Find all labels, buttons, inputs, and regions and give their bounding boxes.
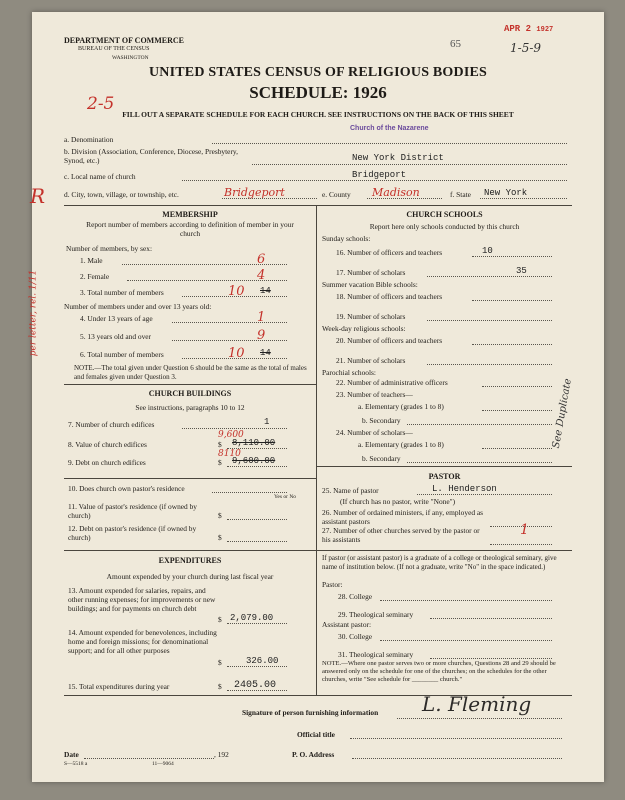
form-code: S—5518 a [64, 761, 88, 767]
edifices-count-label: 7. Number of church edifices [68, 420, 155, 429]
sunday-schools-label: Sunday schools: [322, 234, 371, 243]
edifices-value-hand: 9,600 [218, 430, 244, 440]
q17-value: 35 [516, 266, 527, 276]
assistant-seminary-label: 31. Theological seminary [338, 650, 414, 659]
county-label: e. County [322, 190, 351, 199]
q24-secondary-label: b. Secondary [362, 454, 401, 463]
church-name-value: Bridgeport [352, 170, 407, 180]
total6-typed: 14 [260, 348, 271, 358]
q19-label: 19. Number of scholars [336, 312, 406, 321]
edifices-debt-label: 9. Debt on church edifices [68, 458, 146, 467]
bureau-city: WASHINGTON [112, 55, 149, 61]
q17-label: 17. Number of scholars [336, 268, 406, 277]
pastor-name-label: 25. Name of pastor [322, 486, 379, 495]
expenditures-sub: Amount expended by your church during last fiscal year [106, 572, 274, 581]
state-label: f. State [450, 190, 471, 199]
q23-label: 23. Number of teachers— [336, 390, 413, 399]
form-number: 65 [450, 38, 461, 50]
total3-hand: 10 [228, 284, 245, 299]
q20-label: 20. Number of officers and teachers [336, 336, 443, 345]
membership-sub: Report number of members according to definition of member in your church [86, 220, 294, 238]
edifices-count-value: 1 [264, 417, 270, 427]
instructions-line: FILL OUT A SEPARATE SCHEDULE FOR EACH CHURCH. SEE INSTRUCTIONS ON THE BACK OF THIS SHEET [122, 110, 514, 119]
q23-secondary-label: b. Secondary [362, 416, 401, 425]
pastor-sublabel: Pastor: [322, 580, 343, 589]
running-expenses-label: 13. Amount expended for salaries, repairs, and other running expenses; for improvements or new buildings; and for payments on church debt [68, 586, 216, 613]
denomination-label: a. Denomination [64, 135, 114, 144]
expenditures-heading: EXPENDITURES [158, 556, 222, 565]
under13-value: 1 [257, 310, 266, 325]
buildings-heading: CHURCH BUILDINGS [148, 389, 232, 398]
po-address-label: P. O. Address [292, 750, 335, 759]
vacation-schools-label: Summer vacation Bible schools: [322, 280, 418, 289]
total3-label: 3. Total number of members [80, 288, 164, 297]
schedule-title: SCHEDULE: 1926 [249, 83, 387, 102]
print-code: 11—9064 [152, 761, 174, 767]
church-name-label: c. Local name of church [64, 172, 136, 181]
weekday-schools-label: Week-day religious schools: [322, 324, 406, 333]
city-value: Bridgeport [224, 186, 285, 199]
pastor-note: NOTE.—Where one pastor serves two or more churches, Questions 28 and 29 should be answered only on the schedule for one of the churches; on the schedules for the other churches, write "See schedule for ________ church." [322, 660, 556, 683]
city-label: d. City, town, village, or township, etc. [64, 190, 179, 199]
assistant-sublabel: Assistant pastor: [322, 620, 372, 629]
pastor-college-label: 28. College [338, 592, 373, 601]
received-date-stamp: APR 2 1927 [504, 24, 554, 34]
q16-label: 16. Number of officers and teachers [336, 248, 443, 257]
q16-value: 10 [482, 246, 493, 256]
benevolences-value: 326.00 [246, 656, 279, 666]
q23-elementary-label: a. Elementary (grades 1 to 8) [358, 402, 444, 411]
membership-note: NOTE.—The total given under Question 6 should be the same as the total of males and females given under Question 3. [74, 364, 307, 381]
total6-hand: 10 [228, 346, 245, 361]
male-label: 1. Male [80, 256, 103, 265]
margin-r-mark: R [30, 184, 46, 208]
graduate-note: If pastor (or assistant pastor) is a graduate of a college or theological seminary, give name of institution below. (If not a graduate, write "No" in the space indicated.) [322, 554, 557, 571]
q18-label: 18. Number of officers and teachers [336, 292, 443, 301]
benevolences-label: 14. Amount expended for benevolences, including home and foreign missions; for denominational support; and for all other purposes [68, 628, 217, 655]
edifices-value-label: 8. Value of church edifices [68, 440, 147, 449]
handwritten-code: 1-5-9 [510, 41, 542, 55]
red-code-mark: 2-5 [87, 94, 115, 114]
pastor-none-note: (If church has no pastor, write "None") [340, 497, 456, 506]
department-name: DEPARTMENT OF COMMERCE [64, 36, 185, 45]
q22-label: 22. Number of administrative officers [336, 378, 448, 387]
membership-margin-note: per letter, rel. 1/11 [28, 269, 39, 357]
owns-residence-label: 10. Does church own pastor's residence [68, 484, 185, 493]
division-value: New York District [352, 153, 444, 163]
division-label: b. Division (Association, Conference, Diocese, Presbytery, Synod, etc.) [64, 147, 238, 165]
other-churches-label: 27. Number of other churches served by the pastor or his assistants [322, 526, 480, 544]
pastor-heading: PASTOR [428, 472, 461, 481]
county-value: Madison [372, 186, 420, 199]
census-schedule-sheet: DEPARTMENT OF COMMERCE BUREAU OF THE CENSUS WASHINGTON 65 APR 2 1927 1-5-9 UNITED STATES CENSUS OF RELIGIOUS BODIES SCHEDULE: 1926 2-5 FILL OUT A SEPARATE SCHEDULE FOR EACH CHURCH. SEE INSTRUCTIONS ON THE BACK OF THIS SHEET Church of the Nazarene a. Denomination b. Division (Association, Conference, Diocese, Presbytery, Synod, etc.) New York District c. Local name of church Bridgeport R d. City, town, village, or township, etc. Bridgeport e. County Madison f. State New York MEMBERSHIP Report number of members according to definition of member in your church Number of members, by sex: 1. Male 6 2. Female 4 3. Total number of members 10 14 Number of members under and over 13 years old: 4. Under 13 years of age 1 5. 13 years old and over 9 6. Total number of members 10 14 NOTE.—The total given under Question 6 should be the same as the total of males and females given under Question 3. per letter, rel. 1/11 CHURCH BUILDINGS See instructions, paragraphs 10 to 12 7. Number of church edifices 1 9,600 8. Value of church edifices $ 8,110.00 8110 9. Debt on church edifices $ 9,600.00 10. Does church own pastor's residence Yes or No 11. Value of pastor's residence (if owned by church) $ 12. Debt on pastor's residence (if owned by church) $ EXPENDITURES Amount expended by your church during last fiscal year 13. Amount expended for salaries, repairs, and other running expenses; for improvements or new buildings; and for payments on church debt $ 2,079.00 14. Amount expended for benevolences, including home and foreign missions; for denominational support; and for all other purposes $ 326.00 15. Total expenditures during year $ 2405.00 CHURCH SCHOOLS Report here only schools conducted by this church Sunday schools: 16. Number of officers and teachers 10 17. Number of scholars 35 Summer vacation Bible schools: 18. Number of officers and teachers 19. Number of scholars Week-day religious schools: 20. Number of officers and teachers 21. Number of scholars Parochial schools: 22. Number of administrative officers 23. Number of teachers— a. Elementary (grades 1 to 8) b. Secondary 24. Number of scholars— a. Elementary (grades 1 to 8) b. Secondary See Duplicate PASTOR 25. Name of pastor L. Henderson (If church has no pastor, write "None") 26. Number of ordained ministers, if any, employed as assistant pastors 27. Number of other churches served by the pastor or his assistants 1 If pastor (or assistant pastor) is a graduate of a college or theological seminary, give name of institution below. (If not a graduate, write "No" in the space indicated.) Pastor: 28. College 29. Theological seminary Assistant pastor: 30. College 31. Theological seminary NOTE.—Where one pastor serves two or more churches, Questions 28 and 29 should be answered only on the schedule for one of the churches; on the schedules for the other churches, write "See schedule for ________ church." Signature of person furnishing information L. Fleming Official title Date , 192 P. O. Address S—5518 a 11—9064 [32, 12, 604, 782]
total3-typed: 14 [260, 286, 271, 296]
q21-label: 21. Number of scholars [336, 356, 406, 365]
assistant-ministers-label: 26. Number of ordained ministers, if any, employed as assistant pastors [322, 508, 484, 526]
over13-label: 5. 13 years old and over [80, 332, 152, 341]
assistant-college-label: 30. College [338, 632, 373, 641]
denomination-stamp: Church of the Nazarene [350, 125, 429, 132]
bureau-name: BUREAU OF THE CENSUS [78, 46, 150, 52]
residence-debt-label: 12. Debt on pastor's residence (if owned by church) [68, 524, 197, 542]
running-expenses-value: 2,079.00 [230, 613, 274, 623]
membership-heading: MEMBERSHIP [162, 210, 218, 219]
edifices-value-typed: 8,110.00 [232, 438, 276, 448]
schools-margin-note: See Duplicate [550, 377, 574, 450]
q24-elementary-label: a. Elementary (grades 1 to 8) [358, 440, 444, 449]
female-value: 4 [257, 268, 266, 283]
pastor-seminary-label: 29. Theological seminary [338, 610, 414, 619]
edifices-debt-typed: 9,600.00 [232, 456, 276, 466]
signature: L. Fleming [422, 692, 532, 716]
by-sex-label: Number of members, by sex: [66, 244, 152, 253]
over13-value: 9 [257, 328, 266, 343]
date-year: , 192 [214, 750, 229, 759]
state-value: New York [484, 188, 528, 198]
date-label: Date [64, 750, 79, 759]
schools-sub: Report here only schools conducted by this church [369, 222, 520, 231]
other-churches-value: 1 [520, 522, 529, 538]
female-label: 2. Female [80, 272, 110, 281]
residence-value-label: 11. Value of pastor's residence (if owned by church) [68, 502, 197, 520]
yes-no-hint: Yes or No [274, 494, 297, 500]
under13-label: 4. Under 13 years of age [80, 314, 153, 323]
official-title-label: Official title [297, 730, 335, 739]
age-label: Number of members under and over 13 years old: [64, 302, 212, 311]
buildings-sub: See instructions, paragraphs 10 to 12 [135, 403, 245, 412]
total-expenditures-label: 15. Total expenditures during year [68, 682, 170, 691]
edifices-debt-hand: 8110 [218, 449, 241, 459]
pastor-name-value: L. Henderson [432, 484, 497, 494]
total-expenditures-value: 2405.00 [234, 680, 277, 691]
q24-label: 24. Number of scholars— [336, 428, 413, 437]
department-block [64, 36, 184, 63]
male-value: 6 [257, 252, 266, 267]
schools-heading: CHURCH SCHOOLS [406, 210, 483, 219]
parochial-schools-label: Parochial schools: [322, 368, 376, 377]
total6-label: 6. Total number of members [80, 350, 164, 359]
form-title: UNITED STATES CENSUS OF RELIGIOUS BODIES [148, 65, 487, 80]
signature-label: Signature of person furnishing information [242, 708, 379, 717]
